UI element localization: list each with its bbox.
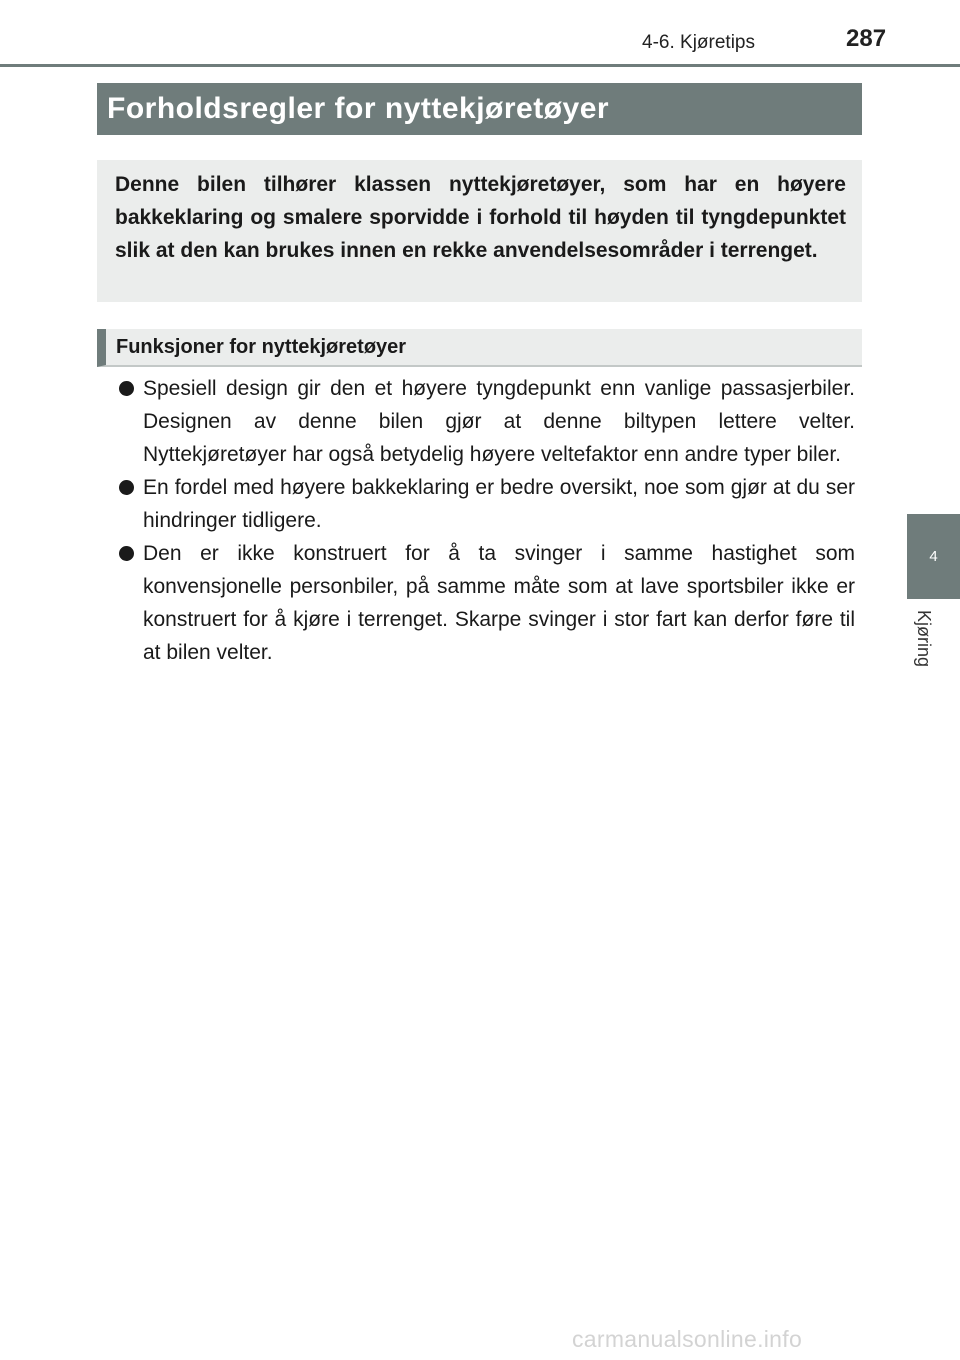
chapter-number: 4 (929, 548, 938, 565)
watermark-text: carmanualsonline.info (572, 1326, 803, 1352)
page-number: 287 (846, 25, 887, 52)
bullet-icon (119, 480, 134, 495)
bullet-text: En fordel med høyere bakkeklaring er bedre oversikt, noe som gjør at du ser hindringer tidligere. (143, 476, 855, 532)
bullet-item (119, 372, 855, 471)
page-title: Forholdsregler for nyttekjøretøyer (107, 92, 610, 125)
bullet-text: Spesiell design gir den et høyere tyngdepunkt enn vanlige passasjerbiler. Designen av denne bilen gjør at denne biltypen lettere velter. Nyttekjøretøyer har også betydelig høyere veltefaktor enn andre typer biler. (143, 377, 855, 466)
bullet-icon (119, 381, 134, 396)
title-banner (97, 83, 862, 135)
chapter-tab[interactable] (907, 514, 960, 599)
intro-paragraph: Denne bilen tilhører klassen nyttekjøretøyer, som har en høyere bakkeklaring og smalere sporvidde i forhold til høyden til tyngdepunktet slik at den kan brukes innen en rekke anvendelsesområder i terrenget. (115, 173, 846, 262)
subsection-heading-bar (97, 329, 862, 367)
bullet-list (119, 372, 855, 669)
bullet-item (119, 537, 855, 669)
chapter-label: Kjøring (914, 610, 934, 668)
bullet-icon (119, 546, 134, 561)
bullet-item (119, 471, 855, 537)
subsection-title: Funksjoner for nyttekjøretøyer (116, 335, 407, 358)
bullet-text: Den er ikke konstruert for å ta svinger i samme hastighet som konvensjonelle personbiler, på samme måte som at lave sportsbiler ikke er konstruert for å kjøre i terrenget. Skarpe svinger i stor fart kan derfor føre til at bilen velter. (143, 542, 855, 664)
header-section-label: 4-6. Kjøretips (642, 32, 755, 53)
header-divider (0, 64, 960, 67)
intro-box (97, 160, 862, 302)
